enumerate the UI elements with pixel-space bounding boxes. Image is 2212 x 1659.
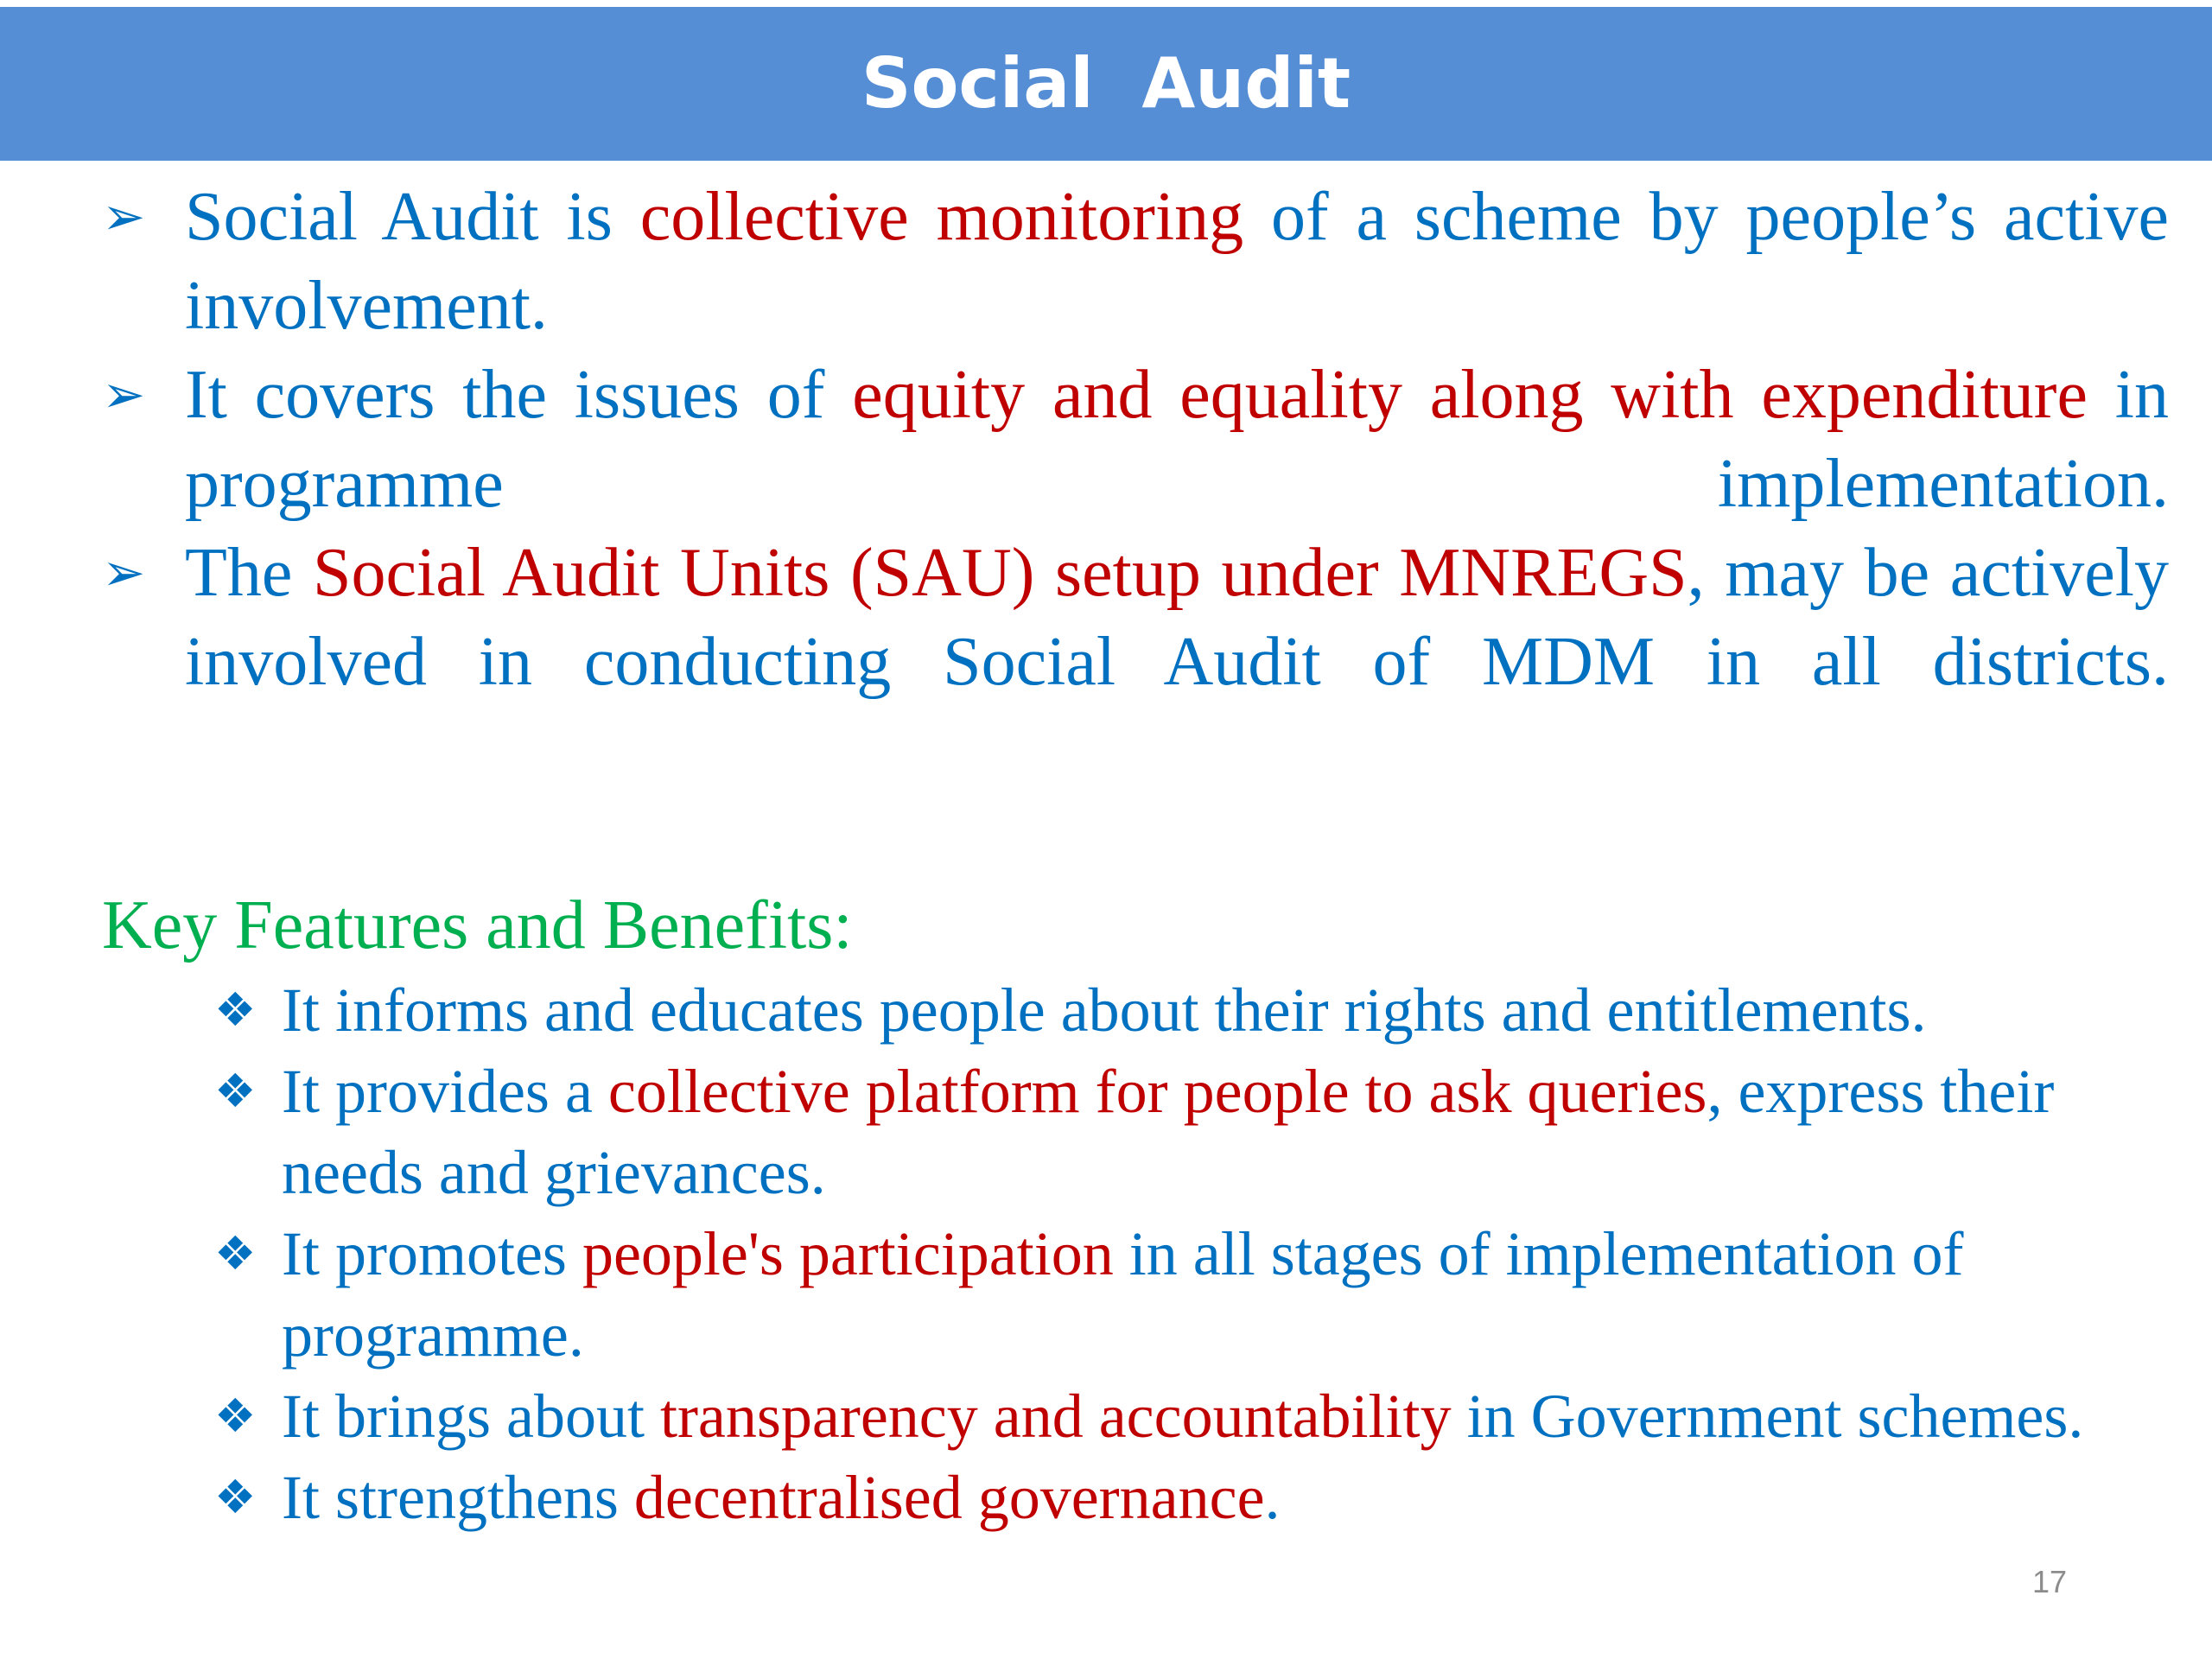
four-diamond-bullet-icon: ❖ [214, 1389, 257, 1443]
bullet-text [185, 351, 2169, 529]
feature-item [214, 1051, 2133, 1213]
feature-highlight: decentralised governance [633, 1463, 1265, 1532]
feature-segment: It promotes [282, 1219, 582, 1288]
bullet-item [102, 351, 2169, 529]
bullet-text [185, 529, 2169, 707]
title-bar [0, 7, 2212, 161]
bullet-highlight: collective monitoring [639, 179, 1244, 255]
bullet-segment: Social Audit is [185, 179, 640, 255]
bullet-item [102, 173, 2169, 351]
features-heading: Key Features and Benefits: [102, 887, 853, 963]
feature-highlight: transparency and accountability [659, 1382, 1452, 1451]
feature-item [214, 1213, 2133, 1376]
main-bullet-list [102, 173, 2169, 707]
arrowhead-bullet-icon: ➢ [102, 365, 146, 425]
feature-text [282, 1051, 2133, 1213]
feature-segment: It informs and educates people about their rights and entitlements. [282, 976, 1927, 1045]
four-diamond-bullet-icon: ❖ [214, 1226, 257, 1281]
four-diamond-bullet-icon: ❖ [214, 1470, 257, 1524]
features-list [214, 969, 2133, 1538]
feature-segment: It provides a [282, 1057, 608, 1126]
feature-segment: . [1264, 1463, 1281, 1532]
four-diamond-bullet-icon: ❖ [214, 1064, 257, 1118]
bullet-segment: , may be actively involved in conducting Social Audit of MDM in all districts. [185, 535, 2170, 700]
bullet-segment: in programme implementation. [185, 357, 2169, 522]
feature-segment: , express their needs and grievances. [282, 1057, 2055, 1207]
feature-text [282, 1376, 2133, 1457]
bullet-item [102, 529, 2169, 707]
feature-segment: in all stages of implementation of programme. [282, 1219, 1964, 1370]
feature-highlight: collective platform for people to ask queries [607, 1057, 1707, 1126]
bullet-segment: of a scheme by people’s active involvement. [185, 179, 2170, 344]
feature-segment: It strengthens [282, 1463, 634, 1532]
arrowhead-bullet-icon: ➢ [102, 543, 146, 603]
slide-title: Social Audit [861, 43, 1351, 124]
bullet-segment: It covers the issues of [185, 357, 853, 433]
four-diamond-bullet-icon: ❖ [214, 982, 257, 1037]
page-number: 17 [2032, 1564, 2068, 1599]
feature-text [282, 1457, 2133, 1538]
feature-item [214, 1457, 2133, 1538]
feature-text [282, 969, 2133, 1051]
bullet-text [185, 173, 2169, 351]
bullet-segment: The [185, 535, 314, 611]
arrowhead-bullet-icon: ➢ [102, 187, 146, 247]
feature-item [214, 969, 2133, 1051]
feature-highlight: people's participation [582, 1219, 1114, 1288]
feature-item [214, 1376, 2133, 1457]
feature-segment: in Government schemes. [1451, 1382, 2084, 1451]
feature-segment: It brings about [282, 1382, 660, 1451]
bullet-highlight: Social Audit Units (SAU) setup under MNREGS [313, 535, 1688, 611]
bullet-highlight: equity and equality along with expenditure [852, 357, 2088, 433]
feature-text [282, 1213, 2133, 1376]
